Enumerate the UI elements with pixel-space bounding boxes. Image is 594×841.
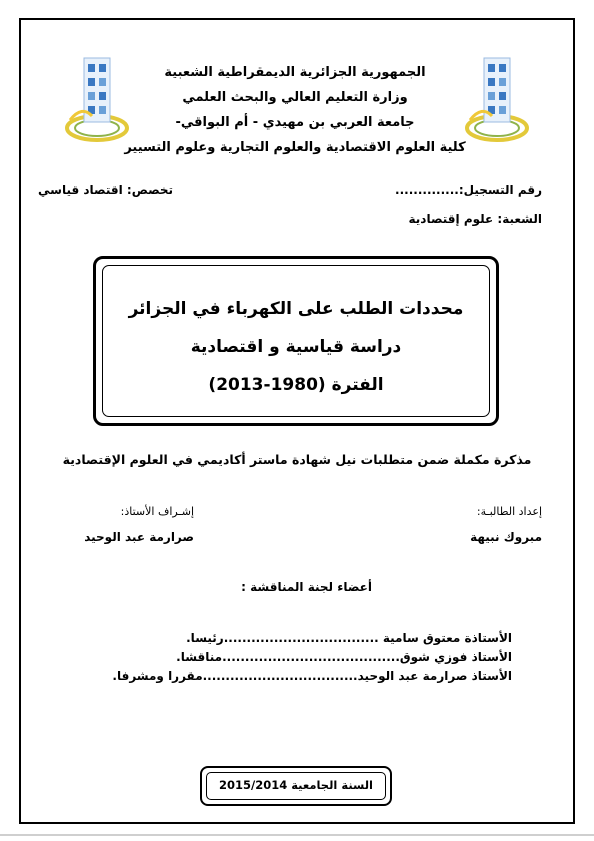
institution-header (90, 60, 500, 160)
republic-line: الجمهورية الجزائرية الديمقراطية الشعبية (164, 65, 426, 80)
student-label: إعداد الطالبـة: (476, 505, 542, 518)
faculty-line: كلية العلوم الاقتصادية والعلوم التجارية وعلوم التسيير (124, 140, 466, 155)
university-line: جامعة العربي بن مهيدي - أم البواقي- (175, 115, 415, 130)
branch: الشعبة: علوم إقتصادية (408, 212, 542, 226)
registration-number: رقم التسجيل:.............. (395, 183, 542, 197)
supervisor-label: إشـراف الأستاذ: (120, 505, 194, 518)
specialty: تخصص: اقتصاد قياسي (38, 183, 174, 197)
ministry-line: وزارة التعليم العالي والبحث العلمي (182, 90, 408, 105)
committee-member: الأستاذة معتوق سامية ..................................رئيسا. (186, 631, 512, 645)
committee-heading: أعضاء لجنة المناقشة : (241, 580, 372, 594)
thesis-title (95, 290, 497, 404)
title-line-2: دراسة قياسية و اقتصادية (190, 337, 402, 357)
student-name: مبروك نبيهة (470, 530, 542, 544)
supervisor-name: صرارمة عبد الوحيد (84, 530, 194, 544)
committee-member: الأستاذ صرارمة عبد الوحيد..................................مقررا ومشرفا. (112, 669, 512, 683)
bottom-rule (0, 834, 594, 836)
memo-statement: مذكرة مكملة ضمن متطلبات نيل شهادة ماستر أكاديمي في العلوم الإقتصادية (62, 452, 532, 467)
committee-member: الأستاذ فوزي شوق.......................................مناقشا. (176, 650, 512, 664)
title-line-3: الفترة (1980-2013) (208, 375, 384, 395)
title-line-1: محددات الطلب على الكهرباء في الجزائر (128, 299, 464, 319)
academic-year: السنة الجامعية 2015/2014 (218, 778, 373, 792)
